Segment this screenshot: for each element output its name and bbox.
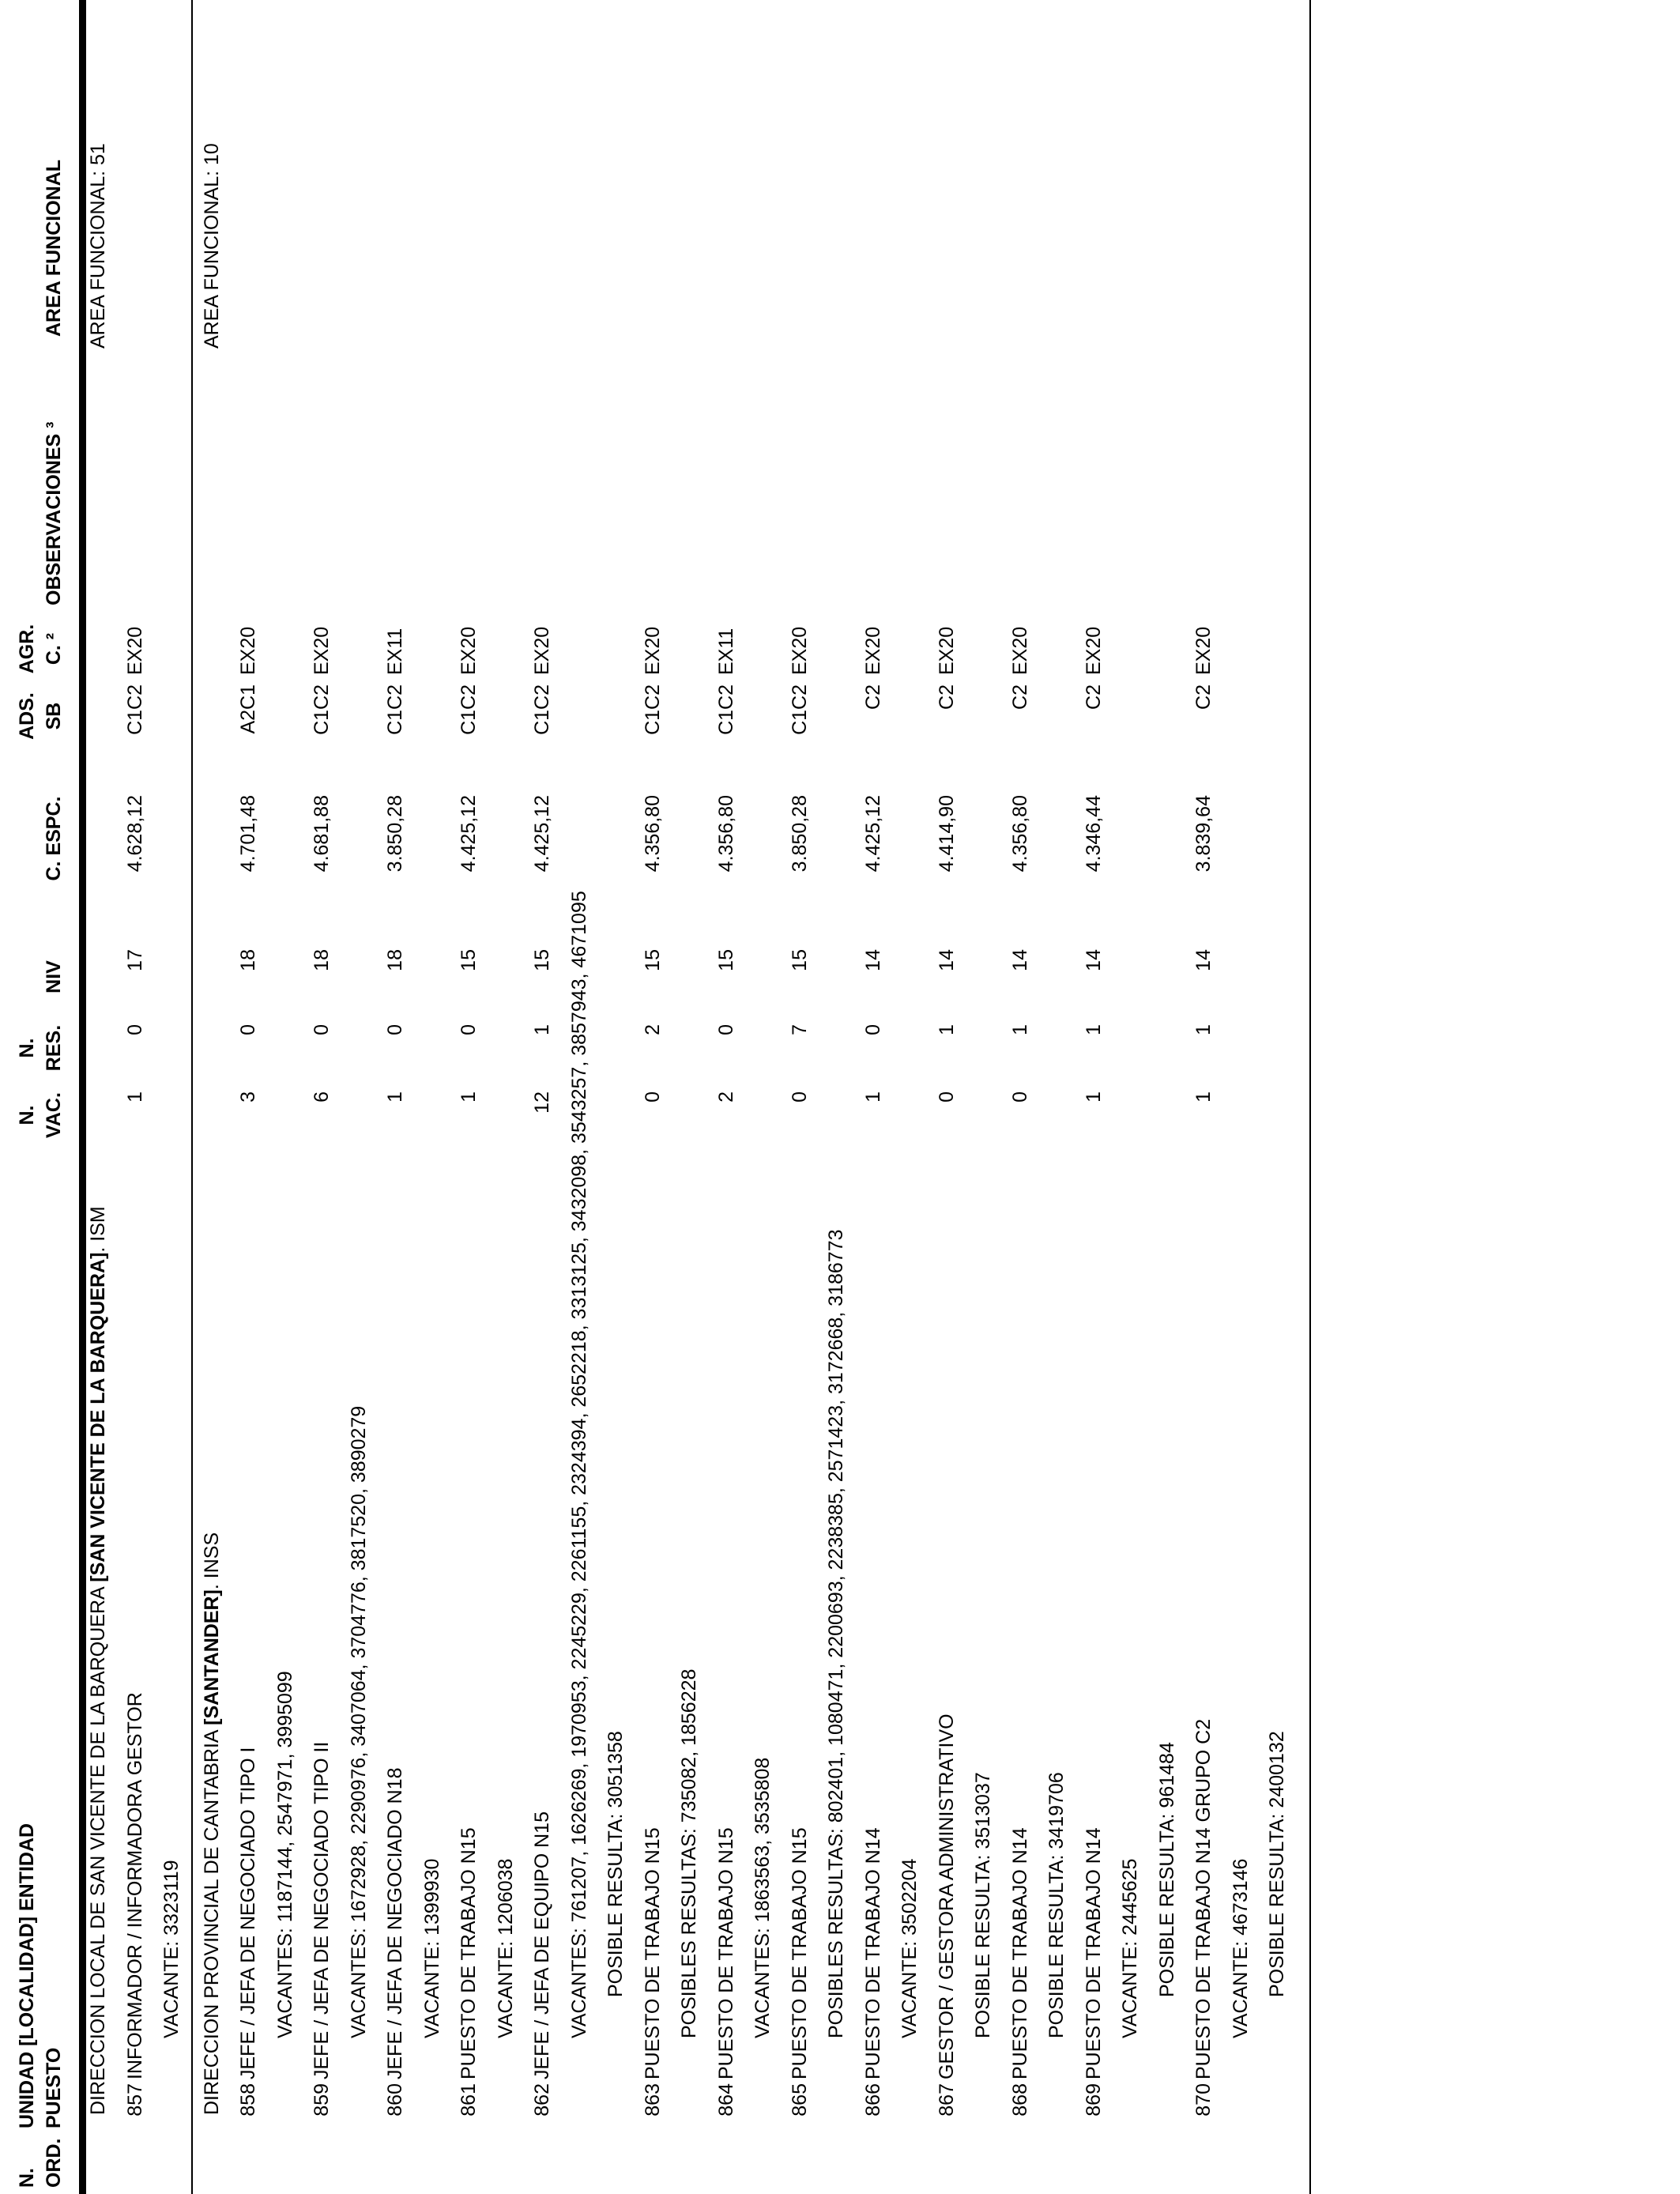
header-c-espc: C. ESPC.: [43, 796, 65, 881]
table-row: [787, 0, 812, 2194]
row-ads-sb: A2C1: [237, 684, 259, 734]
row-ord: 867: [935, 2083, 958, 2117]
row-niv: 15: [458, 949, 480, 971]
row-note-text: POSIBLES RESULTAS: 735082, 1856228: [678, 1668, 700, 2038]
area-funcional: AREA FUNCIONAL: 51: [87, 143, 109, 349]
row-n-res: 1: [1008, 1024, 1031, 1035]
row-note: [420, 0, 445, 2194]
row-note-text: VACANTE: 1399930: [420, 1858, 443, 2038]
header-n-vac-2: VAC.: [43, 1092, 65, 1138]
row-note: [1155, 0, 1180, 2194]
row-note: [897, 0, 922, 2194]
row-n-vac: 3: [237, 1091, 259, 1103]
row-agr-c: EX20: [311, 626, 333, 675]
section-heading-row: [199, 0, 224, 2194]
row-c-espc: 4.346,44: [1082, 795, 1105, 873]
unit-name: [85, 1206, 111, 2115]
row-note-text: POSIBLE RESULTA: 961484: [1155, 1742, 1178, 1997]
table-row: [309, 0, 334, 2194]
row-agr-c: EX20: [531, 626, 553, 675]
row-puesto-label: JEFE / JEFA DE NEGOCIADO TIPO II: [311, 1741, 333, 2079]
row-agr-c: EX20: [123, 626, 146, 675]
row-c-espc: 4.425,12: [531, 795, 553, 873]
row-ads-sb: C1C2: [123, 684, 146, 735]
row-ads-sb: C1C2: [311, 684, 333, 735]
header-n-ord-1: N.: [16, 2168, 38, 2188]
table-row: [1081, 0, 1106, 2194]
row-n-res: 0: [458, 1024, 480, 1035]
row-ads-sb: C1C2: [788, 684, 811, 735]
header-n-res-2: RES.: [43, 1024, 65, 1072]
row-agr-c: EX20: [237, 626, 259, 675]
row-n-vac: 1: [123, 1091, 146, 1103]
row-puesto-label: PUESTO DE TRABAJO N15: [458, 1827, 480, 2079]
row-note: [1264, 0, 1290, 2194]
row-niv: 18: [384, 949, 406, 971]
row-agr-c: EX20: [788, 626, 811, 675]
row-note-text: VACANTES: 761207, 1626269, 1970953, 2245229, 2261155, 2324394, 2652218, 3313125, 3432098, 3543257, 3857943, 4671095: [567, 891, 590, 2038]
table-header: [0, 0, 86, 2194]
table-row: [1008, 0, 1033, 2194]
row-note: [1117, 0, 1143, 2194]
row-ord: 860: [384, 2083, 406, 2117]
header-n-vac-1: N.: [16, 1105, 38, 1125]
header-n-ord-2: ORD.: [43, 2138, 65, 2188]
row-niv: 17: [123, 949, 146, 971]
row-note: [1228, 0, 1253, 2194]
row-n-vac: 1: [458, 1091, 480, 1103]
row-n-vac: 0: [641, 1091, 664, 1103]
row-ads-sb: C1C2: [641, 684, 664, 735]
row-niv: 14: [1008, 949, 1031, 971]
row-n-vac: 12: [531, 1091, 553, 1114]
row-agr-c: EX20: [861, 626, 884, 675]
unit-entity: . INSS: [200, 1532, 223, 1590]
row-puesto-label: PUESTO DE TRABAJO N14 GRUPO C2: [1192, 1718, 1215, 2079]
row-puesto-label: PUESTO DE TRABAJO N14: [861, 1827, 884, 2079]
row-ord: 863: [641, 2083, 664, 2117]
unit-locality: [SAN VICENTE DE LA BARQUERA]: [87, 1252, 109, 1582]
row-ord: 870: [1192, 2083, 1215, 2117]
table-row: [861, 0, 886, 2194]
row-n-res: 0: [714, 1024, 737, 1035]
row-niv: 15: [531, 949, 553, 971]
row-niv: 15: [714, 949, 737, 971]
row-agr-c: EX20: [458, 626, 480, 675]
row-niv: 14: [935, 949, 958, 971]
row-ads-sb: C2: [1082, 684, 1105, 710]
row-note-text: POSIBLE RESULTA: 3513037: [972, 1772, 994, 2038]
row-n-vac: 6: [311, 1091, 333, 1103]
row-niv: 15: [788, 949, 811, 971]
unit-prefix: DIRECCION PROVINCIAL DE CANTABRIA: [200, 1725, 223, 2115]
row-note: [1044, 0, 1069, 2194]
header-ads-1: ADS.: [16, 692, 38, 740]
table-row: [640, 0, 665, 2194]
row-note-text: VACANTES: 1187144, 2547971, 3995099: [273, 1671, 296, 2038]
row-note: [273, 0, 298, 2194]
row-n-vac: 1: [384, 1091, 406, 1103]
area-funcional: AREA FUNCIONAL: 10: [200, 143, 223, 349]
table-row: [456, 0, 481, 2194]
row-ord: 864: [714, 2083, 737, 2117]
row-note-text: POSIBLE RESULTA: 3419706: [1045, 1772, 1068, 2038]
row-note-text: VACANTE: 2445625: [1119, 1858, 1141, 2038]
row-n-res: 0: [123, 1024, 146, 1035]
row-puesto-label: PUESTO DE TRABAJO N15: [714, 1827, 737, 2079]
table-row: [235, 0, 261, 2194]
row-n-res: 2: [641, 1024, 664, 1035]
table-bottom-rule: [1309, 0, 1311, 2194]
row-c-espc: 3.850,28: [384, 795, 406, 873]
row-note: [493, 0, 518, 2194]
row-ord: 862: [531, 2083, 553, 2117]
row-puesto-label: PUESTO DE TRABAJO N14: [1082, 1827, 1105, 2079]
header-niv: NIV: [43, 960, 65, 993]
row-c-espc: 4.356,80: [1008, 795, 1031, 873]
table-row: [714, 0, 739, 2194]
table-row: [122, 0, 148, 2194]
row-niv: 14: [1192, 949, 1215, 971]
row-puesto-label: GESTOR / GESTORA ADMINISTRATIVO: [935, 1713, 958, 2079]
row-note: [970, 0, 996, 2194]
row-ads-sb: C1C2: [714, 684, 737, 735]
row-agr-c: EX11: [714, 628, 737, 675]
table-row: [1191, 0, 1216, 2194]
row-c-espc: 4.681,88: [311, 795, 333, 873]
row-note-text: VACANTE: 1206038: [494, 1858, 517, 2038]
row-ord: 858: [237, 2083, 259, 2117]
row-c-espc: 4.356,80: [641, 795, 664, 873]
row-note: [346, 0, 371, 2194]
row-agr-c: EX20: [935, 626, 958, 675]
row-n-res: 1: [935, 1024, 958, 1035]
header-puesto: PUESTO: [43, 2047, 65, 2128]
row-c-espc: 3.850,28: [788, 795, 811, 873]
row-note-text: VACANTE: 3323119: [160, 1860, 183, 2038]
row-n-res: 0: [384, 1024, 406, 1035]
row-note: [750, 0, 775, 2194]
row-c-espc: 4.356,80: [714, 795, 737, 873]
row-n-vac: 0: [935, 1091, 958, 1103]
unit-name: [199, 1532, 224, 2115]
row-puesto-label: JEFE / JEFA DE EQUIPO N15: [531, 1811, 553, 2079]
row-c-espc: 4.425,12: [458, 795, 480, 873]
row-note: [823, 0, 849, 2194]
row-note: [567, 0, 592, 2194]
row-puesto-label: JEFE / JEFA DE NEGOCIADO TIPO I: [237, 1747, 259, 2079]
row-n-vac: 1: [1192, 1091, 1215, 1103]
row-niv: 15: [641, 949, 664, 971]
row-ord: 866: [861, 2083, 884, 2117]
unit-prefix: DIRECCION LOCAL DE SAN VICENTE DE LA BARQUERA: [87, 1581, 109, 2115]
row-n-res: 7: [788, 1024, 811, 1035]
row-puesto-label: PUESTO DE TRABAJO N14: [1008, 1827, 1031, 2079]
row-note-text: VACANTES: 1672928, 2290976, 3407064, 3704776, 3817520, 3890279: [347, 1405, 370, 2038]
row-n-res: 0: [311, 1024, 333, 1035]
row-note-text: VACANTES: 1863563, 3535808: [751, 1757, 774, 2038]
header-ads-2: SB: [43, 702, 65, 730]
row-note-text: VACANTE: 3502204: [898, 1858, 921, 2038]
row-c-espc: 4.425,12: [861, 795, 884, 873]
row-puesto-label: PUESTO DE TRABAJO N15: [641, 1827, 664, 2079]
row-ord: 857: [123, 2083, 146, 2117]
row-ads-sb: C1C2: [458, 684, 480, 735]
row-note: [603, 0, 628, 2194]
section-divider: [191, 0, 193, 2194]
row-ads-sb: C2: [1192, 684, 1215, 710]
row-c-espc: 3.839,64: [1192, 795, 1215, 873]
row-ads-sb: C2: [1008, 684, 1031, 710]
row-n-vac: 0: [788, 1091, 811, 1103]
row-n-vac: 1: [1082, 1091, 1105, 1103]
row-n-res: 1: [531, 1024, 553, 1035]
row-n-res: 0: [861, 1024, 884, 1035]
section-heading-row: [85, 0, 111, 2194]
header-agr-2: C. ²: [43, 632, 65, 665]
row-note: [159, 0, 184, 2194]
header-n-res-1: N.: [16, 1038, 38, 1058]
row-puesto-label: PUESTO DE TRABAJO N15: [788, 1827, 811, 2079]
row-n-vac: 2: [714, 1091, 737, 1103]
row-n-vac: 0: [1008, 1091, 1031, 1103]
row-niv: 18: [311, 949, 333, 971]
row-niv: 14: [1082, 949, 1105, 971]
row-n-vac: 1: [861, 1091, 884, 1103]
unit-locality: [SANTANDER]: [200, 1589, 223, 1725]
row-ord: 868: [1008, 2083, 1031, 2117]
row-niv: 18: [237, 949, 259, 971]
row-n-res: 0: [237, 1024, 259, 1035]
row-note-text: POSIBLE RESULTA: 3051358: [605, 1731, 627, 1997]
table-row: [382, 0, 408, 2194]
row-note-text: POSIBLE RESULTA: 2400132: [1266, 1731, 1288, 1997]
header-area-funcional: AREA FUNCIONAL: [43, 159, 65, 337]
row-c-espc: 4.628,12: [123, 795, 146, 873]
row-note: [676, 0, 702, 2194]
row-agr-c: EX20: [1082, 626, 1105, 675]
header-unidad: UNIDAD [LOCALIDAD] ENTIDAD: [16, 1823, 38, 2128]
row-agr-c: EX20: [1008, 626, 1031, 675]
row-puesto-label: JEFE / JEFA DE NEGOCIADO N18: [384, 1767, 406, 2079]
header-observaciones: OBSERVACIONES ³: [43, 421, 65, 605]
row-ord: 861: [458, 2083, 480, 2117]
row-n-res: 1: [1082, 1024, 1105, 1035]
header-agr-1: AGR.: [16, 624, 38, 674]
row-ads-sb: C2: [935, 684, 958, 710]
row-n-res: 1: [1192, 1024, 1215, 1035]
row-agr-c: EX20: [1192, 626, 1215, 675]
row-ads-sb: C2: [861, 684, 884, 710]
row-puesto-label: INFORMADOR / INFORMADORA GESTOR: [123, 1692, 146, 2079]
row-ord: 869: [1082, 2083, 1105, 2117]
row-ads-sb: C1C2: [384, 684, 406, 735]
row-note-text: VACANTE: 4673146: [1229, 1858, 1252, 2038]
row-agr-c: EX11: [384, 628, 406, 675]
row-ord: 859: [311, 2083, 333, 2117]
row-ord: 865: [788, 2083, 811, 2117]
row-niv: 14: [861, 949, 884, 971]
row-note-text: POSIBLES RESULTAS: 802401, 1080471, 2200693, 2238385, 2571423, 3172668, 3186773: [825, 1229, 847, 2038]
table-row: [934, 0, 959, 2194]
row-ads-sb: C1C2: [531, 684, 553, 735]
row-c-espc: 4.414,90: [935, 795, 958, 873]
unit-entity: . ISM: [87, 1206, 109, 1253]
table-row: [529, 0, 555, 2194]
row-agr-c: EX20: [641, 626, 664, 675]
row-c-espc: 4.701,48: [237, 795, 259, 873]
